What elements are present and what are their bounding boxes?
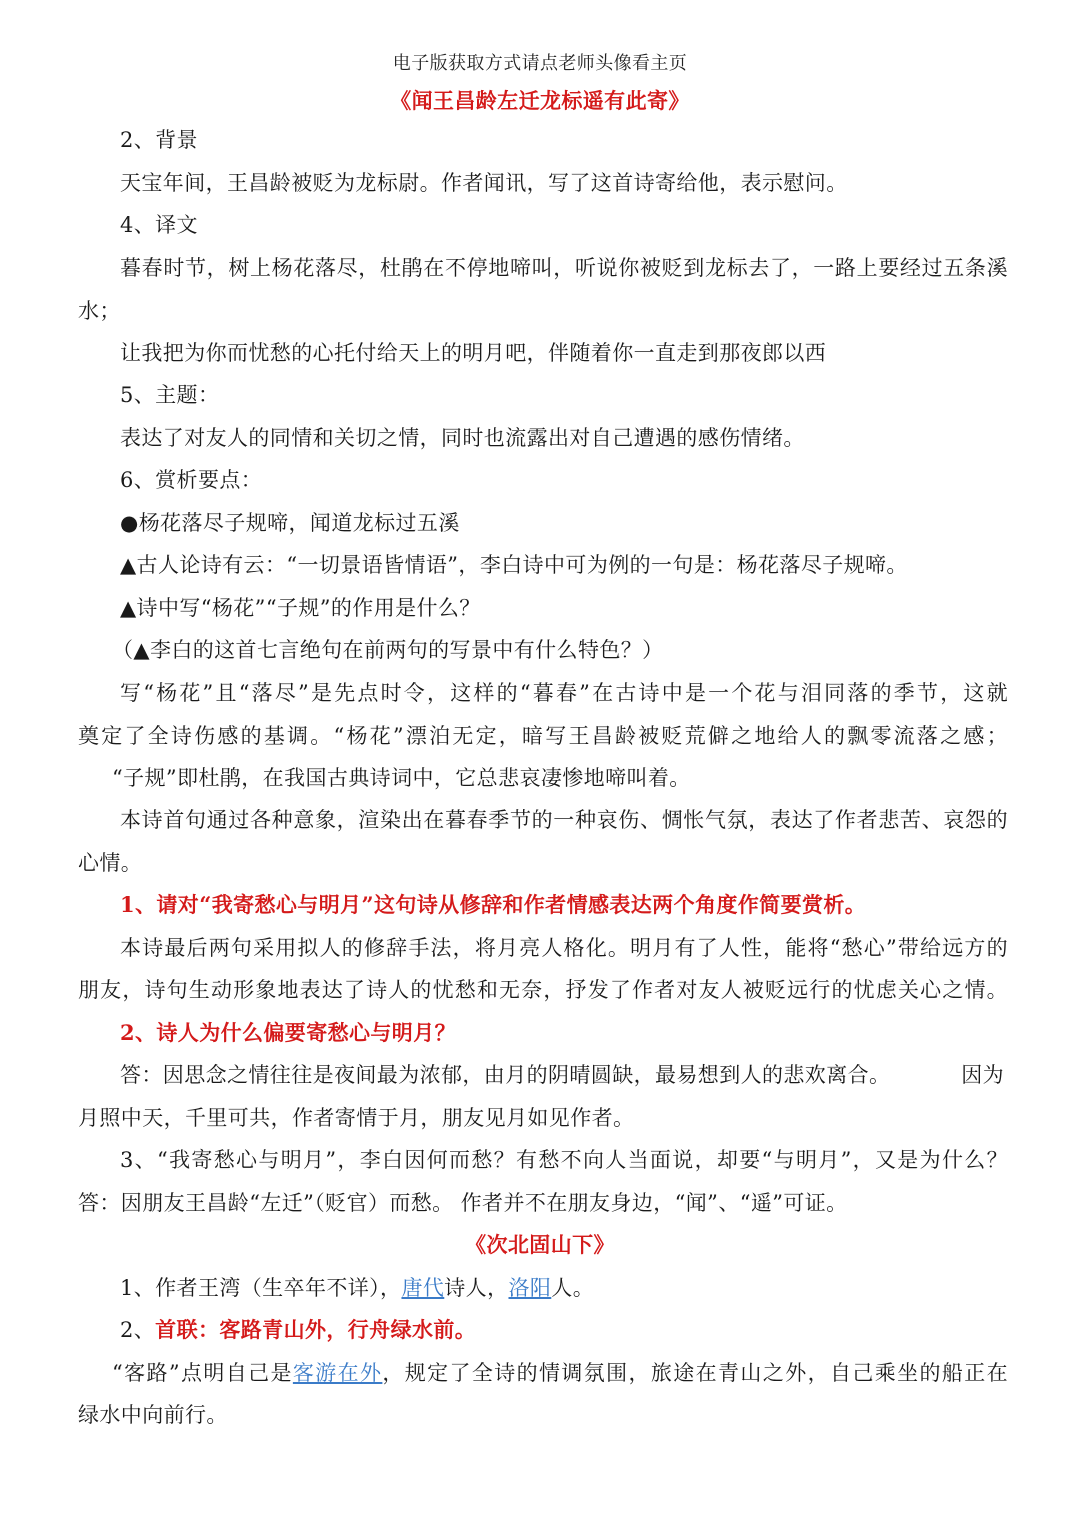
answer-2-text: 答：因思念之情往往是夜间最为浓郁，由月的阴晴圆缺，最易想到人的悲欢离合。 bbox=[120, 1063, 891, 1087]
author-text-mid: 诗人， bbox=[444, 1276, 509, 1300]
answer-3: 答：因朋友王昌龄“左迁”（贬官）而愁。 作者并不在朋友身边，“闻”、“遥”可证。 bbox=[78, 1191, 848, 1215]
link-luoyang[interactable]: 洛阳 bbox=[508, 1276, 552, 1300]
section-label-background: 2、背景 bbox=[120, 128, 198, 152]
translation-paragraph-1: 暮春时节，树上杨花落尽，杜鹃在不停地啼叫，听说你被贬到龙标去了，一路上要经过五条溪 bbox=[120, 256, 1008, 280]
analysis-paragraph-3: 本诗首句通过各种意象，渲染出在暮春季节的一种哀伤、惆怅气氛，表达了作者悲苦、哀怨的 bbox=[120, 808, 1008, 832]
kelu-text-start: “客路”点明自己是 bbox=[112, 1361, 293, 1385]
link-ke-you-zai-wai[interactable]: 客游在外 bbox=[292, 1361, 383, 1385]
answer-2-tail: 因为 bbox=[961, 1063, 1004, 1087]
background-text: 天宝年间，王昌龄被贬为龙标尉。作者闻讯，写了这首诗寄给他，表示慰问。 bbox=[120, 171, 848, 195]
link-tang-dynasty[interactable]: 唐代 bbox=[401, 1276, 445, 1300]
question-2: 2、诗人为什么偏要寄愁心与明月？ bbox=[120, 1021, 457, 1045]
kelu-paragraph-cont: 绿水中向前行。 bbox=[78, 1403, 228, 1427]
answer-1: 本诗最后两句采用拟人的修辞手法，将月亮人格化。明月有了人性，能将“愁心”带给远方的 bbox=[120, 936, 1008, 960]
analysis-paragraph-2: “子规”即杜鹃，在我国古典诗词中，它总悲哀凄惨地啼叫着。 bbox=[112, 766, 691, 790]
couplet-number: 2、 bbox=[120, 1318, 156, 1342]
question-1: 1、请对“我寄愁心与明月”这句诗从修辞和作者情感表达两个角度作简要赏析。 bbox=[120, 893, 867, 917]
author-text-end: 人。 bbox=[551, 1276, 595, 1300]
triangle-point-3: （▲李白的这首七言绝句在前两句的写景中有什么特色？） bbox=[112, 638, 664, 662]
couplet-text: 首联：客路青山外，行舟绿水前。 bbox=[155, 1318, 477, 1342]
analysis-paragraph-1: 写“杨花”且“落尽”是先点时令，这样的“暮春”在古诗中是一个花与泪同落的季节，这就 bbox=[120, 681, 1008, 705]
analysis-paragraph-3-cont: 心情。 bbox=[78, 851, 143, 875]
answer-2-cont: 月照中天，千里可共，作者寄情于月，朋友见月如见作者。 bbox=[78, 1106, 635, 1130]
author-line bbox=[120, 1276, 1008, 1300]
translation-paragraph-2: 让我把为你而忧愁的心托付给天上的明月吧，伴随着你一直走到那夜郎以西 bbox=[120, 341, 827, 365]
question-3: 3、“我寄愁心与明月”，李白因何而愁？有愁不向人当面说，却要“与明月”，又是为什么？ bbox=[120, 1148, 1008, 1172]
answer-2 bbox=[120, 1063, 1008, 1087]
triangle-point-1: ▲古人论诗有云：“一切景语皆情语”，李白诗中可为例的一句是：杨花落尽子规啼。 bbox=[120, 553, 908, 577]
translation-paragraph-1-cont: 水； bbox=[78, 299, 121, 323]
poem-title: 《闻王昌龄左迁龙标遥有此寄》 bbox=[390, 89, 690, 113]
bullet-line: ●杨花落尽子规啼，闻道龙标过五溪 bbox=[120, 511, 460, 535]
kelu-paragraph bbox=[112, 1361, 1008, 1385]
analysis-paragraph-1-cont: 奠定了全诗伤感的基调。“杨花”漂泊无定，暗写王昌龄被贬荒僻之地给人的飘零流落之感； bbox=[78, 724, 1008, 748]
author-text-start: 1、作者王湾（生卒年不详）， bbox=[120, 1276, 402, 1300]
section-label-appreciation: 6、赏析要点： bbox=[120, 468, 263, 492]
triangle-point-2: ▲诗中写“杨花”“子规”的作用是什么？ bbox=[120, 596, 481, 620]
section-label-translation: 4、译文 bbox=[120, 213, 198, 237]
answer-1-cont: 朋友，诗句生动形象地表达了诗人的忧愁和无奈，抒发了作者对友人被贬远行的忧虑关心之情。 bbox=[78, 978, 1008, 1002]
kelu-text-end: ，规定了全诗的情调氛围，旅途在青山之外，自己乘坐的船正在 bbox=[382, 1361, 1008, 1385]
couplet-line bbox=[120, 1318, 1008, 1342]
section-label-theme: 5、主题： bbox=[120, 383, 220, 407]
theme-text: 表达了对友人的同情和关切之情，同时也流露出对自己遭遇的感伤情绪。 bbox=[120, 426, 805, 450]
poem-title-2: 《次北固山下》 bbox=[465, 1233, 615, 1257]
header-note: 电子版获取方式请点老师头像看主页 bbox=[392, 53, 688, 74]
